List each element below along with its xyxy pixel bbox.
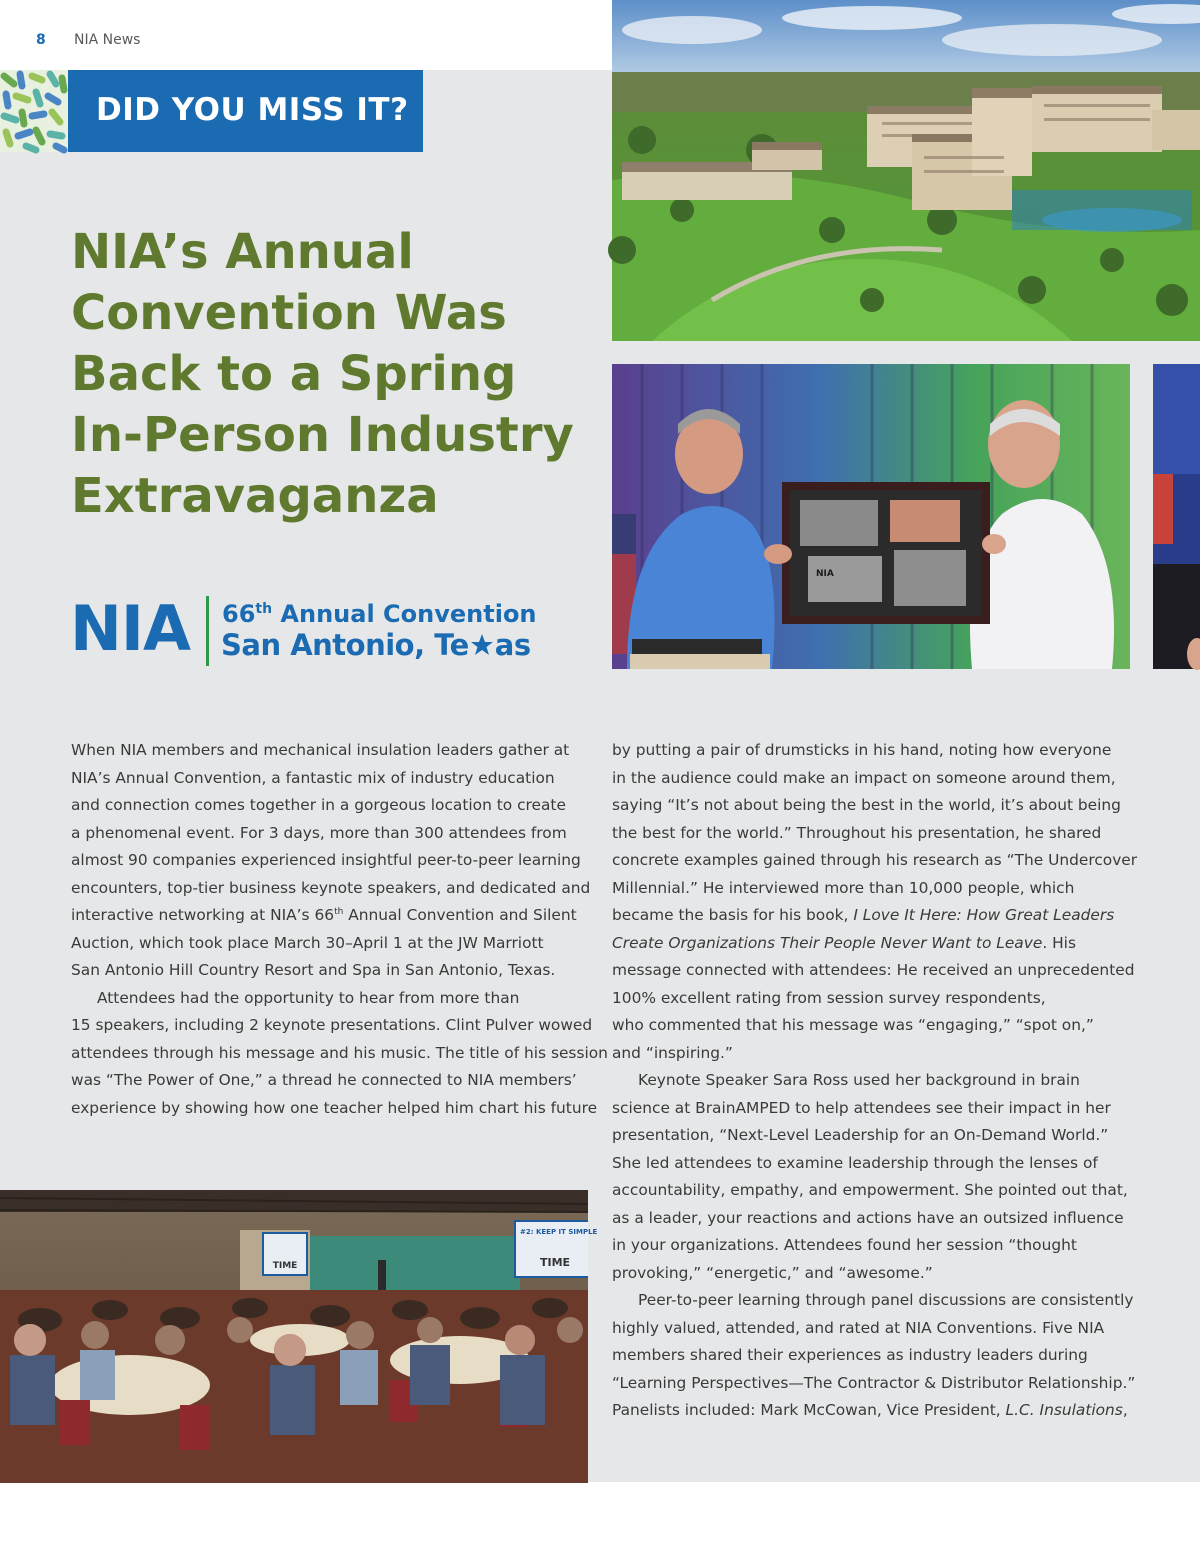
company-name: L.C. Insulations [1005, 1401, 1123, 1419]
logo-convention-line [222, 600, 537, 628]
body-line: Attendees had the opportunity to hear from more than [97, 988, 520, 1007]
body-line: She led attendees to examine leadership through the lenses of [612, 1153, 1098, 1172]
logo-ordinal-suffix: th [255, 601, 273, 617]
body-column-left [71, 737, 608, 1122]
body-line: and connection comes together in a gorgeous location to create [71, 796, 566, 814]
body-line [612, 1397, 1142, 1425]
book-title: Create Organizations Their People Never Want to Leave [612, 933, 1043, 952]
body-line: and “inspiring.” [612, 1043, 733, 1062]
body-text: , [1122, 1401, 1128, 1419]
section-banner [68, 70, 423, 152]
slide-left-title: TIME [272, 1261, 298, 1271]
body-line: San Antonio Hill Country Resort and Spa in San Antonio, Texas. [71, 961, 556, 979]
body-text: . His [1042, 933, 1076, 952]
body-line: When NIA members and mechanical insulation leaders gather at [71, 741, 570, 759]
body-line: Millennial.” He interviewed more than 10,000 people, which [612, 878, 1075, 897]
logo-divider [206, 596, 209, 666]
body-line: Peer-to-peer learning through panel discussions are consistently [638, 1291, 1134, 1309]
body-line: NIA’s Annual Convention, a fantastic mix of industry education [71, 768, 555, 787]
publication-name: NIA News [74, 32, 141, 48]
section-banner-label: DID YOU MISS IT? [96, 92, 409, 128]
body-text: interactive networking at NIA’s 66 [71, 906, 335, 924]
body-line: science at BrainAMPED to help attendees see their impact in her [612, 1098, 1111, 1117]
body-line: 15 speakers, including 2 keynote presentations. Clint Pulver wowed [71, 1016, 593, 1034]
slide-right-title: TIME [539, 1256, 571, 1269]
body-line: encounters, top-tier business keynote speakers, and dedicated and [71, 878, 591, 897]
plaque-logo-text: NIA [816, 569, 834, 579]
body-line [71, 902, 591, 930]
body-line: presentation, “Next-Level Leadership for an On-Demand World.” [612, 1126, 1109, 1144]
body-text: Panelists included: Mark McCowan, Vice President, [612, 1401, 1006, 1419]
body-line: Keynote Speaker Sara Ross used her background in brain [638, 1071, 1080, 1089]
body-line: concrete examples gained through his research as “The Undercover [612, 851, 1138, 869]
body-line: the best for the world.” Throughout his presentation, he shared [612, 823, 1102, 842]
cropped-photo-right [1153, 364, 1200, 669]
body-line: in the audience could make an impact on someone around them, [612, 768, 1116, 787]
body-line: by putting a pair of drumsticks in his hand, noting how everyone [612, 741, 1112, 759]
convention-logo [70, 594, 570, 668]
body-line: in your organizations. Attendees found her session “thought [612, 1236, 1077, 1254]
decorative-pattern [0, 70, 68, 152]
slide-right-heading: #2: KEEP IT SIMPLE [520, 1228, 598, 1236]
body-line: members shared their experiences as industry leaders during [612, 1346, 1088, 1364]
body-line: provoking,” “energetic,” and “awesome.” [612, 1263, 933, 1282]
body-line: as a leader, your reactions and actions have an outsized influence [612, 1208, 1124, 1227]
logo-ordinal: 66 [222, 600, 256, 628]
body-line: 100% excellent rating from session survey respondents, [612, 988, 1046, 1007]
body-line [612, 930, 1142, 958]
logo-location-line [221, 628, 531, 662]
body-column-right [612, 737, 1142, 1425]
article-headline: NIA’s Annual Convention Was Back to a Spring In-Person Industry Extravaganza [71, 224, 574, 524]
body-line: experience by showing how one teacher helped him chart his future [71, 1098, 598, 1117]
body-line: almost 90 companies experienced insightful peer-to-peer learning [71, 851, 581, 869]
body-line: attendees through his message and his music. The title of his session [71, 1043, 608, 1062]
page-number: 8 [36, 32, 46, 48]
body-line: accountability, empathy, and empowerment. She pointed out that, [612, 1181, 1128, 1199]
logo-location-end: as [494, 628, 531, 662]
body-line [612, 902, 1142, 930]
nia-wordmark: NIA [70, 592, 190, 665]
body-text: became the basis for his book, [612, 906, 854, 924]
ordinal-suffix: th [334, 906, 344, 917]
ballroom-audience-photo [0, 1190, 598, 1483]
resort-aerial-photo [612, 0, 1200, 341]
logo-convention-text: Annual Convention [272, 600, 537, 628]
body-line: saying “It’s not about being the best in the world, it’s about being [612, 796, 1121, 814]
body-line: highly valued, attended, and rated at NIA Conventions. Five NIA [612, 1318, 1105, 1337]
logo-location-start: San Antonio, Te [221, 628, 469, 662]
body-line: a phenomenal event. For 3 days, more than 300 attendees from [71, 823, 567, 842]
texas-star-icon [470, 633, 494, 657]
award-plaque-photo [612, 364, 1130, 669]
book-title: I Love It Here: How Great Leaders [853, 906, 1115, 924]
body-line: Auction, which took place March 30–April 1 at the JW Marriott [71, 933, 544, 952]
body-line: message connected with attendees: He received an unprecedented [612, 961, 1135, 979]
body-line: “Learning Perspectives—The Contractor & Distributor Relationship.” [612, 1373, 1136, 1392]
body-line: was “The Power of One,” a thread he connected to NIA members’ [71, 1071, 577, 1089]
body-text: Annual Convention and Silent [343, 906, 577, 924]
body-line: who commented that his message was “engaging,” “spot on,” [612, 1016, 1094, 1034]
